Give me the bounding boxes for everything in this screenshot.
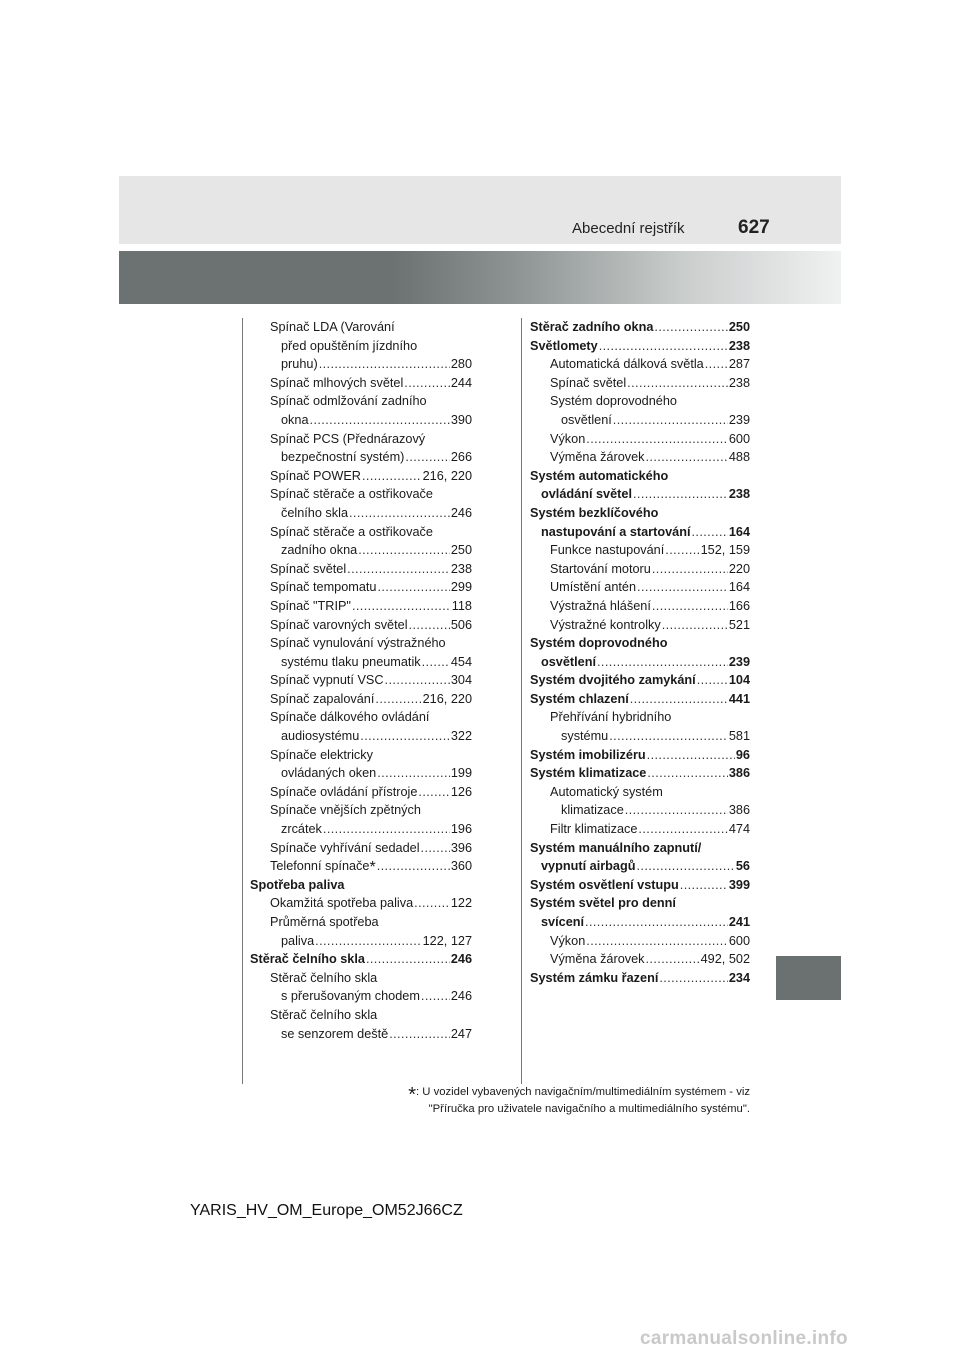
dot-leader	[389, 1025, 450, 1044]
index-entry-page: 266	[450, 450, 472, 465]
index-entry-text: zadního okna	[281, 543, 358, 558]
index-entry	[530, 337, 750, 356]
dot-leader	[586, 430, 728, 449]
index-entry	[530, 950, 750, 969]
index-entry-text: Systém světel pro denní	[530, 896, 676, 911]
dot-leader	[646, 950, 700, 969]
index-entry	[530, 616, 750, 635]
index-entry	[530, 764, 750, 783]
index-entry	[530, 634, 750, 671]
index-entry	[530, 504, 750, 541]
index-entry-text: Systém chlazení	[530, 691, 629, 706]
index-entry	[250, 950, 472, 969]
index-entry-text: Stěrač čelního skla	[270, 970, 378, 985]
index-entry	[530, 932, 750, 951]
index-entry	[530, 467, 750, 504]
index-entry-page: 238	[728, 375, 750, 390]
index-entry-text: Umístění antén	[550, 580, 637, 595]
index-entry-text: Výstražná hlášení	[550, 598, 651, 613]
dot-leader	[585, 913, 728, 932]
index-entry-text: Okamžitá spotřeba paliva	[270, 896, 414, 911]
index-entry-text: Výstražné kontrolky	[550, 617, 661, 632]
index-entry	[250, 616, 472, 635]
index-entry-page: 454	[450, 654, 472, 669]
dot-leader	[409, 616, 450, 635]
index-entry-text: Spínač PCS (Přednárazový	[270, 431, 426, 446]
index-entry-text: Systém doprovodného	[550, 394, 677, 409]
index-entry	[250, 671, 472, 690]
dot-leader	[705, 355, 728, 374]
index-entry-text: Spínač LDA (Varování	[270, 320, 395, 334]
index-entry-text: Spínač mlhových světel	[270, 375, 404, 390]
index-entry	[250, 801, 472, 838]
index-entry-page: 247	[450, 1026, 472, 1041]
index-entry	[250, 374, 472, 393]
index-entry-text: Výkon	[550, 431, 586, 446]
index-entry-text: Spínače vyhřívání sedadel	[270, 840, 420, 855]
index-entry-text: čelního skla	[281, 505, 348, 520]
index-entry-text: Spínače ovládání přístroje	[270, 784, 418, 799]
index-entry-text: Přehřívání hybridního	[550, 710, 672, 725]
index-entry-text: Stěrač čelního skla	[250, 952, 365, 967]
index-entry-page: 96	[735, 747, 750, 762]
index-entry-page: 581	[728, 729, 750, 744]
index-entry	[530, 708, 750, 745]
index-entry	[250, 746, 472, 783]
section-title: Abecední rejstřík	[572, 220, 685, 237]
dot-leader	[613, 411, 728, 430]
index-entry-text: ovládaných oken	[281, 766, 377, 781]
dot-leader	[405, 448, 449, 467]
index-entry-page: 152, 159	[700, 543, 750, 558]
index-entry	[530, 541, 750, 560]
dot-leader	[652, 597, 728, 616]
index-entry	[530, 783, 750, 820]
index-entry-page: 234	[728, 970, 750, 985]
index-entry	[250, 839, 472, 858]
index-entry-text: paliva	[281, 933, 315, 948]
index-entry	[250, 318, 472, 374]
index-entry	[250, 634, 472, 671]
index-entry	[250, 708, 472, 745]
index-entry-text: Systém dvojitého zamykání	[530, 673, 696, 688]
index-entry-text: Systém automatického	[530, 468, 669, 483]
index-entry-text: Spínač vynulování výstražného	[270, 636, 446, 651]
index-entry-page: 299	[450, 580, 472, 595]
index-entry-text: před opuštěním jízdního	[281, 338, 418, 353]
index-entry-text: Výměna žárovek	[550, 450, 645, 465]
index-entry	[250, 1006, 472, 1043]
index-entry-page: 238	[450, 561, 472, 576]
index-entry-text: Systém osvětlení vstupu	[530, 877, 679, 892]
dot-leader	[315, 932, 421, 951]
index-entry-text: Spotřeba paliva	[250, 877, 345, 892]
index-entry-text: audiosystému	[281, 729, 360, 744]
dot-leader	[349, 504, 450, 523]
index-entry-text: Spínače dálkového ovládání	[270, 710, 430, 725]
index-entry-page: 386	[728, 766, 750, 781]
index-entry	[250, 485, 472, 522]
index-entry	[530, 690, 750, 709]
index-entry-text: Spínače elektricky	[270, 747, 373, 762]
dot-leader	[358, 541, 450, 560]
dot-leader	[625, 801, 728, 820]
index-entry-page: 322	[450, 729, 472, 744]
index-entry	[250, 894, 472, 913]
index-column-left	[250, 318, 472, 1043]
index-entry-text: Automatický systém	[550, 784, 663, 799]
dot-leader	[647, 764, 727, 783]
dot-leader	[630, 690, 728, 709]
index-entry-page: 287	[728, 357, 750, 372]
index-entry-page: 238	[728, 338, 750, 353]
index-entry	[530, 746, 750, 765]
index-entry-text: nastupování a startování	[541, 524, 691, 539]
dot-leader	[637, 578, 728, 597]
index-entry-page: 246	[450, 505, 472, 520]
dot-leader	[627, 374, 728, 393]
page-number: 627	[738, 217, 770, 238]
index-entry-page: 399	[728, 877, 750, 892]
index-entry	[530, 318, 750, 337]
dot-leader	[375, 690, 421, 709]
index-entry-page: 220	[728, 561, 750, 576]
dot-leader	[609, 727, 728, 746]
index-entry	[250, 913, 472, 950]
index-entry-text: Spínač zapalování	[270, 691, 375, 706]
index-entry-text: Automatická dálková světla	[550, 357, 704, 372]
index-entry-text: Průměrná spotřeba	[270, 915, 379, 929]
dot-leader	[377, 764, 450, 783]
index-entry-text: Systém manuálního zapnutí/	[530, 840, 702, 855]
dot-leader	[352, 597, 451, 616]
dot-leader	[366, 950, 450, 969]
index-entry-page: 396	[450, 840, 472, 855]
dot-leader	[659, 969, 727, 988]
dot-leader	[599, 337, 728, 356]
index-entry-page: 488	[728, 450, 750, 465]
index-entry-text: Stěrač čelního skla	[270, 1007, 378, 1022]
index-entry-text: vypnutí airbagů	[541, 859, 636, 874]
document-id: YARIS_HV_OM_Europe_OM52J66CZ	[190, 1202, 463, 1219]
index-entry-page: 118	[451, 598, 472, 613]
index-entry-page: 506	[450, 617, 472, 632]
index-entry-page: 386	[728, 803, 750, 818]
index-entry-page: 239	[728, 654, 750, 669]
index-entry	[530, 374, 750, 393]
index-entry: Telefonní spínače * ..... 360	[250, 857, 472, 876]
index-entry-text: ovládání světel	[541, 487, 632, 502]
index-entry-text: Spínač vypnutí VSC	[270, 673, 384, 688]
index-entry-page: 241	[728, 915, 750, 929]
footnote-line-2: "Příručka pro uživatele navigačního a multimediálního systému".	[428, 1103, 750, 1115]
dot-leader	[691, 523, 727, 542]
index-entry-text: Systém klimatizace	[530, 766, 647, 781]
index-entry	[530, 560, 750, 579]
index-entry-page: 56	[735, 859, 750, 874]
index-entry-page: 441	[728, 691, 750, 706]
dot-leader	[347, 560, 450, 579]
index-entry-text: Výkon	[550, 933, 586, 948]
index-entry	[250, 969, 472, 1006]
dot-leader	[362, 467, 422, 486]
dot-leader	[414, 894, 450, 913]
index-entry-text: Systém imobilizéru	[530, 747, 646, 762]
index-entry-text: Spínač světel	[270, 561, 347, 576]
index-entry-text: Systém zámku řazení	[530, 970, 659, 985]
index-entry-page: 122, 127	[422, 933, 472, 948]
index-entry-page: 250	[450, 543, 472, 558]
index-entry-text: bezpečnostní systém)	[281, 450, 405, 465]
index-entry-page: 390	[450, 412, 472, 427]
index-entry-page: 600	[728, 431, 750, 446]
index-entry-page: 492, 502	[700, 952, 750, 967]
index-entry-text: okna	[281, 412, 309, 427]
dot-leader	[421, 839, 450, 858]
index-entry-page: 216, 220	[422, 468, 472, 483]
index-entry-page: 246	[450, 952, 472, 967]
index-entry-text: Systém bezklíčového	[530, 505, 659, 520]
index-entry-page: 304	[450, 673, 472, 688]
index-entry	[530, 448, 750, 467]
dot-leader	[360, 727, 450, 746]
index-entry	[530, 671, 750, 690]
index-entry-text: Spínače vnějších zpětných	[270, 803, 421, 818]
index-entry-page: 196	[450, 822, 472, 837]
index-entry	[530, 355, 750, 374]
dot-leader	[586, 932, 728, 951]
dot-leader	[646, 448, 728, 467]
index-entry-page: 246	[450, 989, 472, 1004]
index-column-right	[530, 318, 750, 987]
dot-leader	[385, 671, 450, 690]
index-entry-text: pruhu)	[281, 357, 318, 372]
index-entry-text: Světlomety	[530, 338, 598, 353]
index-entry	[530, 876, 750, 895]
index-entry	[250, 876, 472, 895]
index-entry-page: 238	[728, 487, 750, 502]
dot-leader	[422, 653, 450, 672]
index-entry	[530, 820, 750, 839]
middle-column-rule	[521, 318, 522, 1084]
footnote-line-1: : U vozidel vybavených navigačním/multimediálním systémem - viz	[416, 1086, 750, 1098]
index-entry-text: Spínač POWER	[270, 468, 361, 483]
index-entry-page: 164	[728, 524, 750, 539]
index-entry-page: 126	[450, 784, 472, 799]
dot-leader	[662, 616, 728, 635]
dot-leader	[633, 485, 728, 504]
index-entry-page: 164	[728, 580, 750, 595]
index-entry-text: Spínač varovných světel	[270, 617, 408, 632]
index-entry	[250, 597, 472, 616]
index-entry-text: klimatizace	[561, 803, 624, 818]
index-entry-page: 360	[450, 859, 472, 874]
index-entry-page: 521	[728, 617, 750, 632]
index-entry-page: 244	[450, 375, 472, 390]
index-entry-text: svícení	[541, 915, 585, 929]
index-entry-page: 474	[728, 822, 750, 837]
index-entry-page: 122	[450, 896, 472, 911]
index-entry-page: 250	[728, 320, 750, 334]
index-entry-page: 199	[450, 766, 472, 781]
index-entry-text: systému tlaku pneumatik	[281, 654, 421, 669]
index-entry-text: Stěrač zadního okna	[530, 320, 654, 334]
index-entry	[250, 690, 472, 709]
index-entry	[250, 523, 472, 560]
index-entry-text: osvětlení	[541, 654, 596, 669]
dot-leader	[665, 541, 699, 560]
index-entry	[530, 578, 750, 597]
index-entry-page: 280	[450, 357, 472, 372]
index-entry-text: Spínač stěrače a ostřikovače	[270, 487, 433, 502]
index-entry	[250, 467, 472, 486]
chapter-thumb-tab	[776, 956, 841, 1000]
dot-leader	[697, 671, 728, 690]
index-entry	[250, 392, 472, 429]
left-column-rule	[242, 318, 243, 1084]
index-entry-page: 104	[728, 673, 750, 688]
footnote-asterisk: *	[408, 1084, 416, 1106]
index-entry-text: Spínač světel	[550, 375, 627, 390]
index-entry	[250, 430, 472, 467]
index-entry	[530, 430, 750, 449]
index-entry	[250, 783, 472, 802]
index-entry-text: Výměna žárovek	[550, 952, 645, 967]
index-entry	[530, 392, 750, 429]
dot-leader	[378, 578, 450, 597]
dot-leader	[680, 876, 728, 895]
dot-leader	[421, 987, 450, 1006]
dot-leader	[418, 783, 449, 802]
watermark: carmanualsonline.info	[640, 1328, 848, 1349]
index-entry-text: Spínač odmlžování zadního	[270, 394, 427, 409]
dot-leader	[636, 857, 734, 876]
index-entry	[530, 597, 750, 616]
index-entry-text: Filtr klimatizace	[550, 822, 638, 837]
index-entry	[250, 578, 472, 597]
section-gradient-bar	[119, 251, 841, 304]
index-entry-text: Spínač "TRIP"	[270, 598, 351, 613]
index-entry	[250, 560, 472, 579]
index-entry	[530, 969, 750, 988]
footnote	[360, 1085, 750, 1116]
dot-leader	[319, 355, 450, 374]
index-entry-page: 239	[728, 412, 750, 427]
dot-leader	[652, 560, 728, 579]
index-entry-text: zrcátek	[281, 822, 322, 837]
index-entry-page: 216, 220	[422, 691, 472, 706]
index-entry-text: Startování motoru	[550, 561, 651, 576]
index-entry	[530, 839, 750, 876]
index-entry-text: Spínač tempomatu	[270, 580, 377, 595]
index-entry-text: osvětlení	[561, 412, 612, 427]
index-entry-text: Spínač stěrače a ostřikovače	[270, 524, 433, 539]
index-entry-text: Systém doprovodného	[530, 636, 668, 651]
index-entry	[530, 894, 750, 931]
index-entry-text: Funkce nastupování	[550, 543, 665, 558]
index-entry-text: Telefonní spínače	[270, 859, 370, 874]
index-entry-text: systému	[561, 729, 609, 744]
dot-leader	[647, 746, 735, 765]
index-entry-text: se senzorem deště	[281, 1026, 389, 1041]
dot-leader	[377, 857, 450, 876]
dot-leader	[597, 653, 728, 672]
index-entry-text: s přerušovaným chodem	[281, 989, 420, 1004]
dot-leader	[404, 374, 450, 393]
header-band	[119, 176, 841, 244]
dot-leader	[323, 820, 450, 839]
dot-leader	[654, 318, 727, 337]
dot-leader	[638, 820, 727, 839]
index-entry-page: 166	[728, 598, 750, 613]
index-entry-page: 600	[728, 933, 750, 948]
dot-leader	[310, 411, 450, 430]
